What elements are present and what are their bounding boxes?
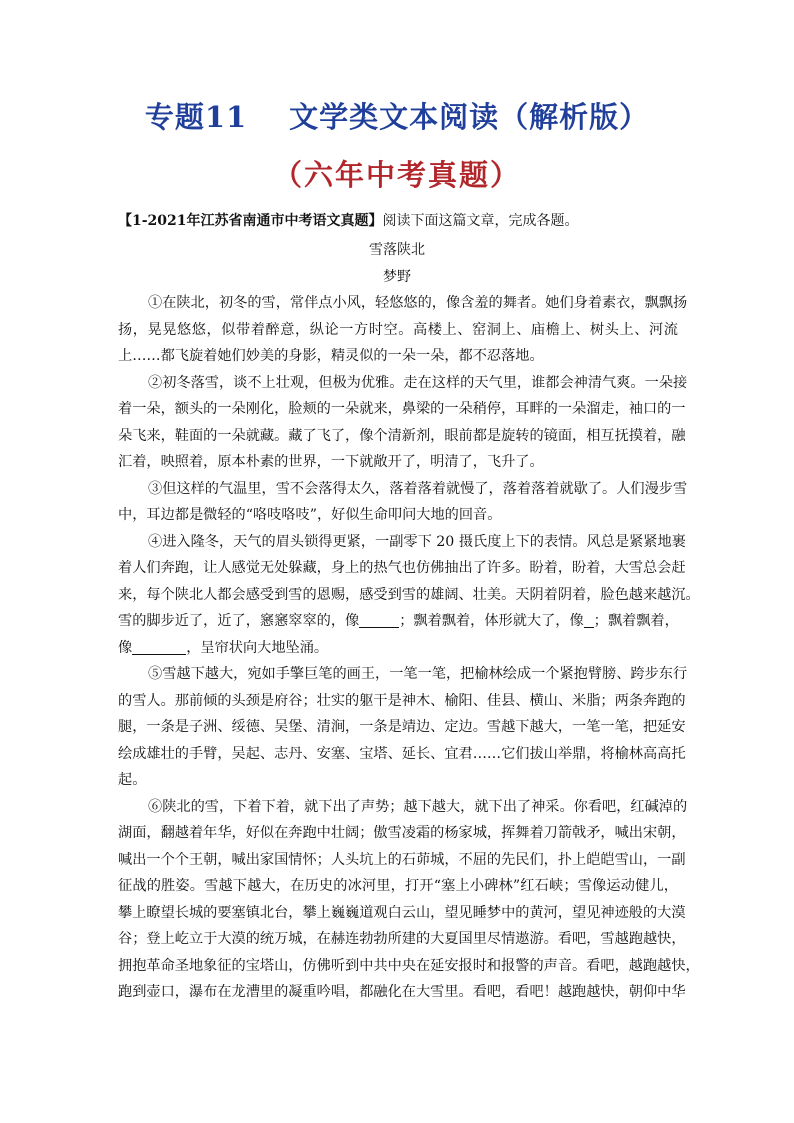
paragraph-6: [118, 794, 700, 1006]
question-source: [118, 210, 579, 230]
text-line: 中，耳边都是微轻的“咯吱咯吱”，好似生命叩问大地的回音。: [118, 507, 502, 523]
page-title: [0, 95, 794, 136]
text-line: 朵飞来，鞋面的一朵就藏。藏了飞了，像个清新剂，眼前都是旋转的镜面，相互抚摸着，融: [118, 427, 686, 444]
page-subtitle: （六年中考真题）: [272, 158, 521, 192]
text-line: 着人们奔跑，让人感觉无处躲藏，身上的热气也仿佛抽出了许多。盼着，盼着，大雪总会赶: [118, 560, 686, 576]
text-line: 来，每个陕北人都会感受到雪的恩赐，感受到雪的雄阔、壮美。天阴着阴着，脸色越来越沉。: [118, 586, 700, 603]
text-line: 征战的胜姿。雪越下越大，在历史的冰河里，打开“塞上小碑林”红石峡；雪像运动健儿，: [118, 878, 678, 894]
source-instruction: 阅读下面这篇文章，完成各题。: [382, 213, 579, 229]
paragraph-3: [118, 476, 688, 529]
fill-blank-3[interactable]: [132, 638, 186, 655]
source-label: 【1-2021年江苏省南通市中考语文真题】: [118, 213, 383, 229]
article-author: 梦野: [383, 269, 411, 285]
text-line: 汇着，映照着，原本朴素的世界，一下就敞开了，明清了，飞升了。: [118, 454, 544, 470]
text-segment: 像: [118, 639, 133, 656]
text-line: 绘成雄壮的手臂，吴起、志丹、安塞、宝塔、延长、宜君……它们拔山举鼎，将榆林高高托: [118, 745, 686, 762]
text-line: 上……都飞旋着她们妙美的身影，精灵似的一朵一朵，都不忍落地。: [118, 348, 544, 364]
text-line: ③但这样的气温里，雪不会落得太久，落着落着就慢了，落着落着就歇了。人们漫步雪: [148, 480, 688, 497]
text-line: 着一朵，额头的一朵刚化，脸颊的一朵就来，鼻梁的一朵稍停，耳畔的一朵溜走，袖口的一: [118, 401, 686, 417]
title-topic-name: 文学类文本阅读（解析版）: [289, 100, 650, 134]
text-line: 湖面，翻越着年华，好似在奔跑中壮阔；傲雪凌霜的杨家城，挥舞着刀箭戟矛，喊出宋朝，: [118, 825, 686, 841]
text-segment: ；飘着飘着，: [593, 613, 679, 629]
article-body: [118, 290, 700, 1006]
text-segment: 雪的脚步近了，近了，窸窸窣窣的，像: [118, 613, 360, 629]
article-title: 雪落陕北: [369, 242, 425, 258]
fill-blank-2[interactable]: [584, 611, 594, 628]
text-line: 腿，一条是子洲、绥德、吴堡、清涧，一条是靖边、定边。雪越下越大，一笔一笔，把延安: [118, 719, 686, 735]
text-segment: ；飘着飘着，体形就大了，像: [399, 613, 584, 629]
text-line: ②初冬落雪，谈不上壮观，但极为优雅。走在这样的天气里，谁都会神清气爽。一朵接: [148, 374, 688, 391]
text-line: 起。: [118, 772, 147, 788]
text-line: 跑到壶口，瀑布在龙漕里的凝重吟唱，都融化在大雪里。看吧，看吧！越跑越快，朝仰中华: [118, 984, 686, 1000]
text-line: 拥抱革命圣地象征的宝塔山，仿佛听到中共中央在延安报时和报警的声音。看吧，越跑越快，: [118, 957, 700, 974]
text-line: ⑤雪越下越大，宛如手擎巨笔的画王，一笔一笔，把榆林绘成一个紧抱臂膀、跨步东行: [148, 666, 688, 682]
text-line: 的雪人。那前倾的头颈是府谷；壮实的躯干是神木、榆阳、佳县、横山、米脂；两条奔跑的: [118, 692, 686, 709]
text-line: 扬，晃晃悠悠，似带着醉意，纵论一方时空。高楼上、窑洞上、庙檐上、树头上、河流: [118, 321, 678, 338]
paragraph-5: [118, 661, 688, 794]
text-line-with-blanks: [118, 608, 678, 635]
text-line: 喊出一个个王朝，喊出家国情怀；人头坑上的石茆城，不屈的先民们，扑上皑皑雪山，一副: [118, 851, 686, 868]
text-line: ⑥陕北的雪，下着下着，就下出了声势；越下越大，就下出了神采。你看吧，红碱淖的: [148, 798, 688, 815]
text-line: 攀上瞭望长城的要塞镇北台，攀上巍巍道观白云山，望见睡梦中的黄河，望见神迹般的大漠: [118, 904, 686, 921]
text-line: ④进入隆冬，天气的眉头锁得更紧，一副零下 20 摄氏度上下的表情。风总是紧紧地裹: [148, 533, 686, 550]
text-segment: ，呈帘状向大地坠涌。: [186, 639, 329, 656]
paragraph-2: [118, 370, 688, 476]
text-line: ①在陕北，初冬的雪，常伴点小风，轻悠悠的，像含羞的舞者。她们身着素衣，飘飘扬: [148, 295, 688, 311]
text-line-with-blanks: [118, 635, 678, 662]
paragraph-4: [118, 529, 700, 662]
title-topic-number: 专题11: [144, 100, 248, 134]
text-line: 谷；登上屹立于大漠的统万城，在赫连勃勃所建的大夏国里尽情遨游。看吧，雪越跑越快，: [118, 931, 686, 947]
paragraph-1: [118, 290, 688, 370]
fill-blank-1[interactable]: [359, 611, 399, 628]
